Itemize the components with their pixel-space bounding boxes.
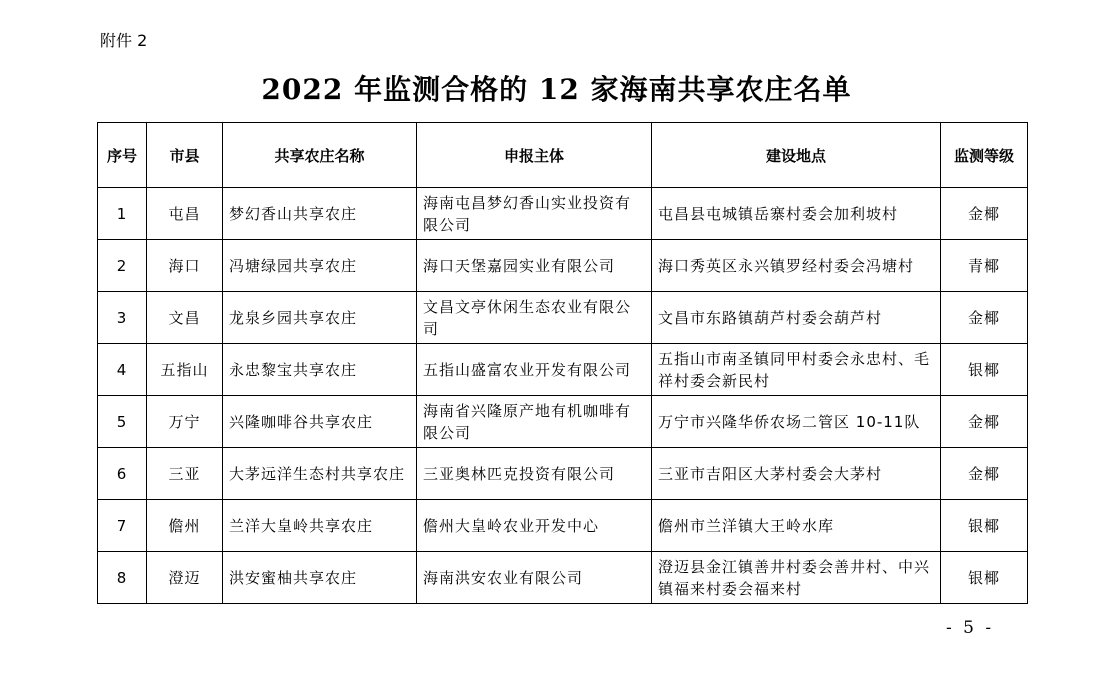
cell-serial: 8 (98, 552, 147, 604)
header-level: 监测等级 (941, 123, 1028, 188)
cell-farm-name: 兴隆咖啡谷共享农庄 (223, 396, 417, 448)
cell-location: 屯昌县屯城镇岳寨村委会加利坡村 (652, 188, 941, 240)
header-farm-name: 共享农庄名称 (223, 123, 417, 188)
table-row (98, 344, 1028, 396)
header-city: 市县 (147, 123, 223, 188)
cell-city: 屯昌 (147, 188, 223, 240)
cell-level: 银椰 (941, 500, 1028, 552)
cell-farm-name: 龙泉乡园共享农庄 (223, 292, 417, 344)
header-location: 建设地点 (652, 123, 941, 188)
cell-farm-name: 大茅远洋生态村共享农庄 (223, 448, 417, 500)
cell-applicant: 海南省兴隆原产地有机咖啡有限公司 (417, 396, 652, 448)
cell-farm-name: 梦幻香山共享农庄 (223, 188, 417, 240)
cell-farm-name: 冯塘绿园共享农庄 (223, 240, 417, 292)
cell-city: 三亚 (147, 448, 223, 500)
cell-applicant: 儋州大皇岭农业开发中心 (417, 500, 652, 552)
cell-city: 万宁 (147, 396, 223, 448)
cell-location: 澄迈县金江镇善井村委会善井村、中兴镇福来村委会福来村 (652, 552, 941, 604)
cell-applicant: 三亚奥林匹克投资有限公司 (417, 448, 652, 500)
table-header-row (98, 123, 1028, 188)
cell-serial: 2 (98, 240, 147, 292)
table-row (98, 292, 1028, 344)
cell-city: 五指山 (147, 344, 223, 396)
cell-applicant: 文昌文亭休闲生态农业有限公司 (417, 292, 652, 344)
table-row (98, 500, 1028, 552)
table-row (98, 240, 1028, 292)
cell-level: 青椰 (941, 240, 1028, 292)
cell-level: 金椰 (941, 396, 1028, 448)
cell-applicant: 海口天堡嘉园实业有限公司 (417, 240, 652, 292)
table-row (98, 396, 1028, 448)
document-title: 2022 年监测合格的 12 家海南共享农庄名单 (261, 73, 852, 106)
table-row (98, 188, 1028, 240)
cell-applicant: 海南洪安农业有限公司 (417, 552, 652, 604)
cell-level: 银椰 (941, 552, 1028, 604)
table-row (98, 448, 1028, 500)
cell-city: 海口 (147, 240, 223, 292)
cell-applicant: 五指山盛富农业开发有限公司 (417, 344, 652, 396)
cell-farm-name: 兰洋大皇岭共享农庄 (223, 500, 417, 552)
cell-location: 海口秀英区永兴镇罗经村委会冯塘村 (652, 240, 941, 292)
cell-location: 五指山市南圣镇同甲村委会永忠村、毛祥村委会新民村 (652, 344, 941, 396)
cell-serial: 5 (98, 396, 147, 448)
header-applicant: 申报主体 (417, 123, 652, 188)
cell-applicant: 海南屯昌梦幻香山实业投资有限公司 (417, 188, 652, 240)
cell-level: 金椰 (941, 292, 1028, 344)
cell-city: 澄迈 (147, 552, 223, 604)
cell-location: 万宁市兴隆华侨农场二管区 10-11队 (652, 396, 941, 448)
cell-location: 儋州市兰洋镇大王岭水库 (652, 500, 941, 552)
attachment-label: 附件 2 (100, 31, 148, 50)
cell-location: 三亚市吉阳区大茅村委会大茅村 (652, 448, 941, 500)
cell-farm-name: 洪安蜜柚共享农庄 (223, 552, 417, 604)
cell-serial: 3 (98, 292, 147, 344)
header-serial: 序号 (98, 123, 147, 188)
cell-location: 文昌市东路镇葫芦村委会葫芦村 (652, 292, 941, 344)
cell-city: 儋州 (147, 500, 223, 552)
cell-city: 文昌 (147, 292, 223, 344)
cell-level: 银椰 (941, 344, 1028, 396)
cell-serial: 1 (98, 188, 147, 240)
cell-level: 金椰 (941, 448, 1028, 500)
cell-level: 金椰 (941, 188, 1028, 240)
farm-list-table (97, 122, 1028, 604)
cell-serial: 6 (98, 448, 147, 500)
cell-farm-name: 永忠黎宝共享农庄 (223, 344, 417, 396)
cell-serial: 7 (98, 500, 147, 552)
table-row (98, 552, 1028, 604)
page-number: - 5 - (946, 618, 995, 638)
cell-serial: 4 (98, 344, 147, 396)
